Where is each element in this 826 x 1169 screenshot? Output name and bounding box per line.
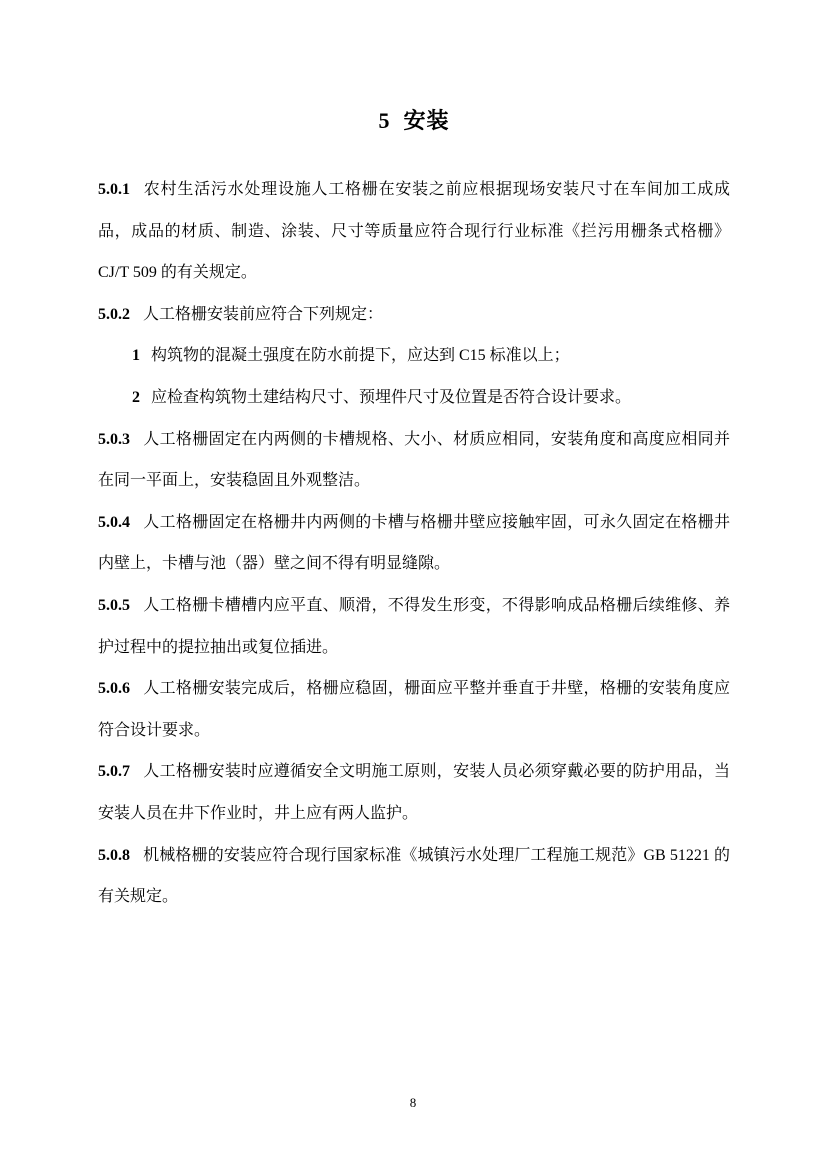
clause-5-0-6	[98, 668, 730, 751]
clause-text: 人工格栅卡槽槽内应平直、顺滑，不得发生形变，不得影响成品格栅后续维修、养护过程中的提拉抽出或复位插进。	[98, 596, 730, 656]
clause-5-0-8	[98, 835, 730, 918]
clause-text: 人工格栅安装前应符合下列规定：	[143, 305, 384, 323]
clause-number: 5.0.4	[98, 513, 130, 531]
clause-5-0-2-item-1	[98, 335, 730, 377]
clause-5-0-5	[98, 585, 730, 668]
clause-5-0-4	[98, 502, 730, 585]
clause-text: 机械格栅的安装应符合现行国家标准《城镇污水处理厂工程施工规范》GB 51221 的有关规定。	[98, 846, 730, 906]
clause-text: 人工格栅安装完成后，格栅应稳固，栅面应平整并垂直于井壁，格栅的安装角度应符合设计要求。	[98, 680, 730, 739]
clause-number: 5.0.7	[98, 763, 130, 781]
clause-5-0-7	[98, 751, 730, 834]
clause-5-0-2	[98, 294, 730, 336]
clause-number: 5.0.6	[98, 680, 130, 698]
clause-text: 农村生活污水处理设施人工格栅在安装之前应根据现场安装尺寸在车间加工成成品，成品的材质、制造、涂装、尺寸等质量应符合现行行业标准《拦污用栅条式格栅》CJ/T 509 的有关规定。	[98, 181, 730, 282]
item-number: 1	[132, 347, 140, 365]
clause-text: 人工格栅固定在内两侧的卡槽规格、大小、材质应相同，安装角度和高度应相同并在同一平面上，安装稳固且外观整洁。	[98, 430, 730, 490]
clause-5-0-2-item-2	[98, 377, 730, 419]
clause-5-0-3	[98, 419, 730, 502]
page-title: 5 安装	[378, 108, 450, 133]
clause-5-0-1	[98, 169, 730, 294]
clause-number: 5.0.8	[98, 846, 130, 864]
clause-number: 5.0.3	[98, 430, 130, 448]
item-text: 应检查构筑物土建结构尺寸、预埋件尺寸及位置是否符合设计要求。	[151, 388, 632, 406]
item-number: 2	[132, 388, 140, 406]
clause-text: 人工格栅安装时应遵循安全文明施工原则，安装人员必须穿戴必要的防护用品，当安装人员在井下作业时，井上应有两人监护。	[98, 763, 730, 822]
page-number: 8	[409, 1095, 417, 1110]
item-text: 构筑物的混凝土强度在防水前提下，应达到 C15 标准以上；	[151, 347, 570, 365]
clause-text: 人工格栅固定在格栅井内两侧的卡槽与格栅井壁应接触牢固，可永久固定在格栅井内壁上，卡槽与池（器）壁之间不得有明显缝隙。	[98, 513, 730, 573]
clause-number: 5.0.1	[98, 181, 130, 198]
clause-number: 5.0.5	[98, 596, 130, 614]
clause-number: 5.0.2	[98, 305, 130, 323]
